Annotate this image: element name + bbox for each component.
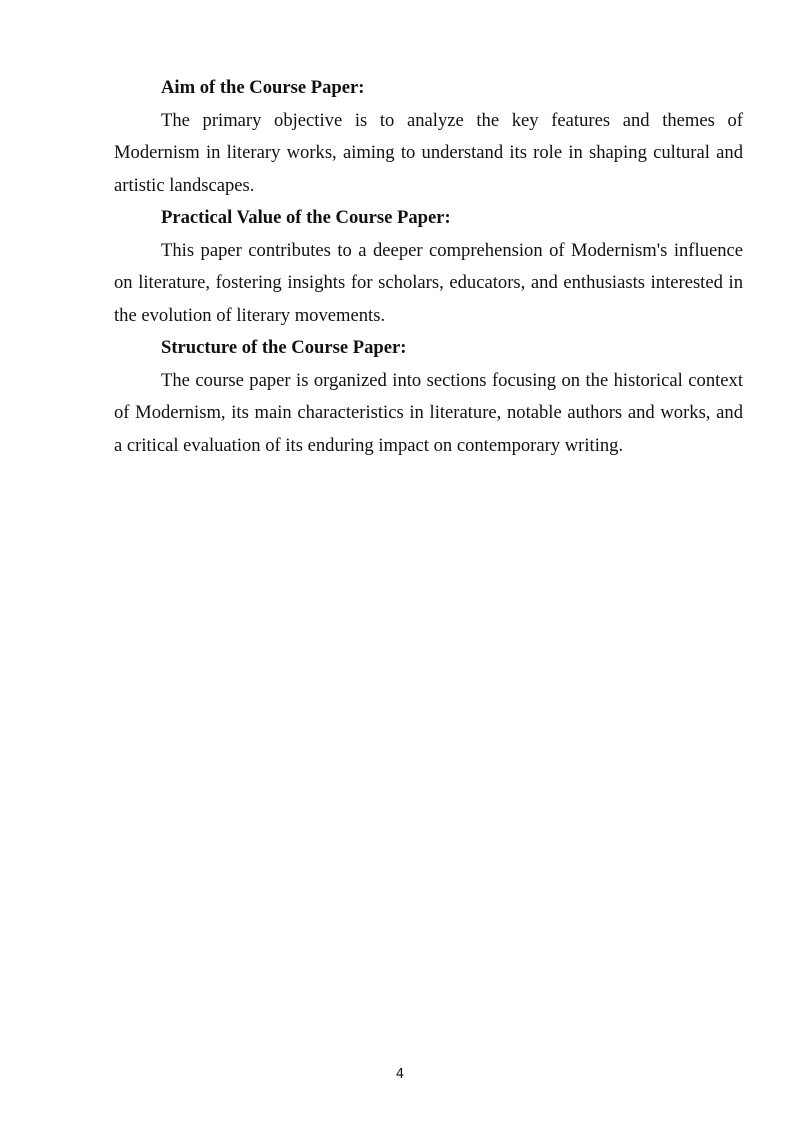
section-heading-practical-value: Practical Value of the Course Paper: — [161, 207, 451, 228]
section-body-aim: The primary objective is to analyze the key features and themes of Modernism in literary works, aiming to understand its role in shaping cultural and artistic landscapes. — [114, 109, 743, 196]
section-body-structure: The course paper is organized into sections focusing on the historical context of Modernism, its main characteristics in literature, notable authors and works, and a critical evaluation of its enduring impact on contemporary writing. — [114, 369, 743, 456]
section-heading-aim: Aim of the Course Paper: — [161, 77, 365, 98]
section-body-practical-value: This paper contributes to a deeper comprehension of Modernism's influence on literature, fostering insights for scholars, educators, and enthusiasts interested in the evolution of literary movements. — [114, 239, 743, 326]
section-heading-structure: Structure of the Course Paper: — [161, 337, 407, 358]
page-number: 4 — [395, 1067, 405, 1082]
page-content — [114, 72, 743, 462]
